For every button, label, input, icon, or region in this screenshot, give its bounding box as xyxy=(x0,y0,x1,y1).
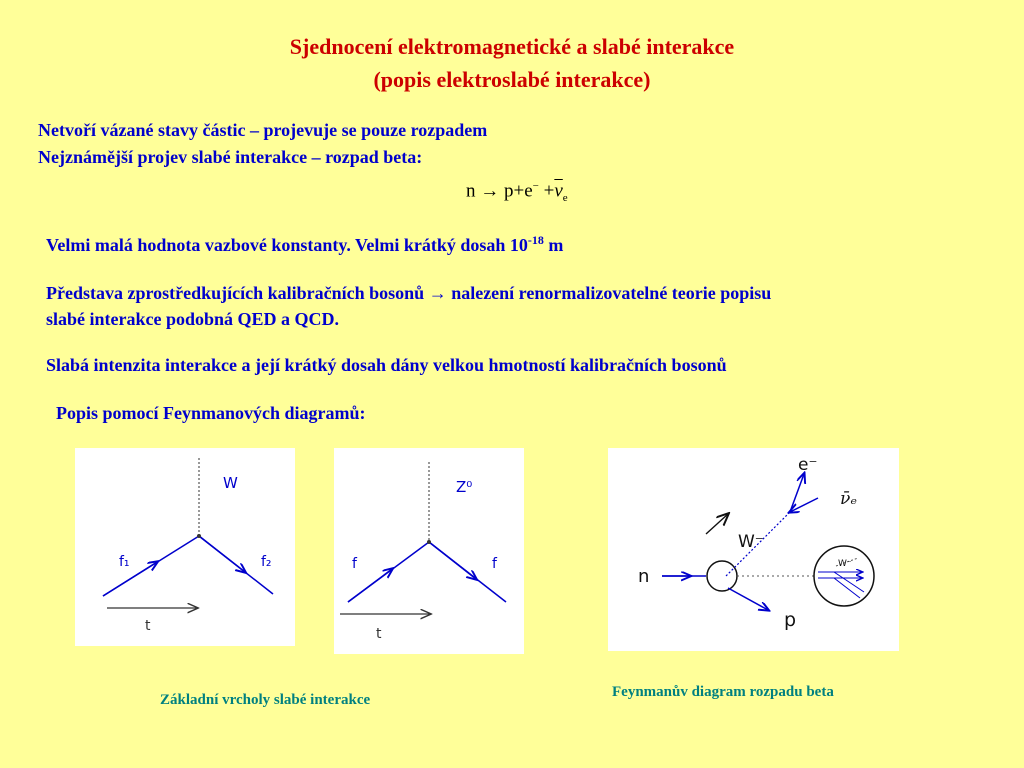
eq-arrow: → xyxy=(480,180,500,202)
eq-proton: p xyxy=(504,180,514,202)
label-w-minus: W⁻ xyxy=(738,532,764,552)
text-feynman-description: Popis pomocí Feynmanových diagramů: xyxy=(56,403,366,423)
eq-antineutrino: $\overline{\nu}$ xyxy=(554,180,563,202)
label-time: t xyxy=(145,618,151,634)
text-coupling-unit: m xyxy=(543,235,564,255)
momentum-arrow xyxy=(706,514,728,534)
feynman-vertex-z-panel xyxy=(334,448,524,654)
vertex-dot xyxy=(427,540,431,544)
text-beta-decay: Nejznámější projev slabé interakce – rozpad beta: xyxy=(38,147,423,167)
label-f1: f₁ xyxy=(119,554,130,570)
label-f-out: f xyxy=(492,556,497,572)
text-coupling-b: . Velmi krátký dosah 10 xyxy=(346,235,528,255)
label-w-inner: W⁻ xyxy=(838,559,852,569)
text-coupling-a: Velmi malá hodnota vazbové konstanty xyxy=(46,235,347,255)
feynman-vertex-z-diagram xyxy=(334,448,524,654)
text-weak-intensity: Slabá intenzita interakce a její krátký dosah dány velkou hmotností kalibračních bosonů xyxy=(46,355,727,375)
label-w: W xyxy=(223,474,238,492)
beta-decay-equation xyxy=(466,180,568,204)
label-electron: e⁻ xyxy=(798,455,818,475)
label-proton: p xyxy=(784,609,797,631)
label-z0: Z⁰ xyxy=(456,478,473,496)
caption-beta-decay: Feynmanův diagram rozpadu beta xyxy=(612,684,834,700)
label-neutron: n xyxy=(638,566,650,587)
zoom-circle xyxy=(814,546,874,606)
fermion-in-arrow xyxy=(348,569,392,602)
vertex-circle xyxy=(707,561,737,591)
eq-antineutrino-sub: e xyxy=(562,192,568,205)
proton-arrow xyxy=(728,588,768,610)
eq-electron: e xyxy=(524,180,533,202)
eq-plus-2: + xyxy=(543,180,555,202)
feynman-beta-decay-panel xyxy=(608,448,899,651)
caption-basic-vertices: Základní vrcholy slabé interakce xyxy=(160,692,371,708)
text-coupling-constant xyxy=(46,229,563,257)
feynman-vertex-w-panel xyxy=(75,448,295,646)
page-title-line2: (popis elektroslabé interakce) xyxy=(373,67,651,92)
eq-electron-charge: − xyxy=(532,180,539,192)
fermion-in-arrow xyxy=(103,562,157,596)
eq-plus-1: + xyxy=(513,180,525,202)
feynman-beta-decay-diagram xyxy=(608,448,899,651)
page-title-line1: Sjednocení elektromagnetické a slabé interakce xyxy=(289,34,735,59)
label-antineutrino: ν̄ₑ xyxy=(840,489,857,509)
text-gauge-bosons-1: Představa zprostředkujících kalibračních bosonů → nalezení renormalizovatelné teorie popisu xyxy=(46,283,772,303)
fermion-out-arrow xyxy=(199,536,245,572)
label-f2: f₂ xyxy=(261,554,272,570)
eq-neutron: n xyxy=(466,180,476,202)
label-f-in: f xyxy=(352,556,357,572)
label-time: t xyxy=(376,626,382,642)
feynman-vertex-w-diagram xyxy=(75,448,295,646)
text-bound-states: Netvoří vázané stavy částic – projevuje se pouze rozpadem xyxy=(38,120,488,140)
vertex-dot xyxy=(197,534,201,538)
fermion-out-arrow xyxy=(429,542,476,579)
text-coupling-exp: -18 xyxy=(527,233,544,247)
text-gauge-bosons-2: slabé interakce podobná QED a QCD. xyxy=(46,309,340,329)
